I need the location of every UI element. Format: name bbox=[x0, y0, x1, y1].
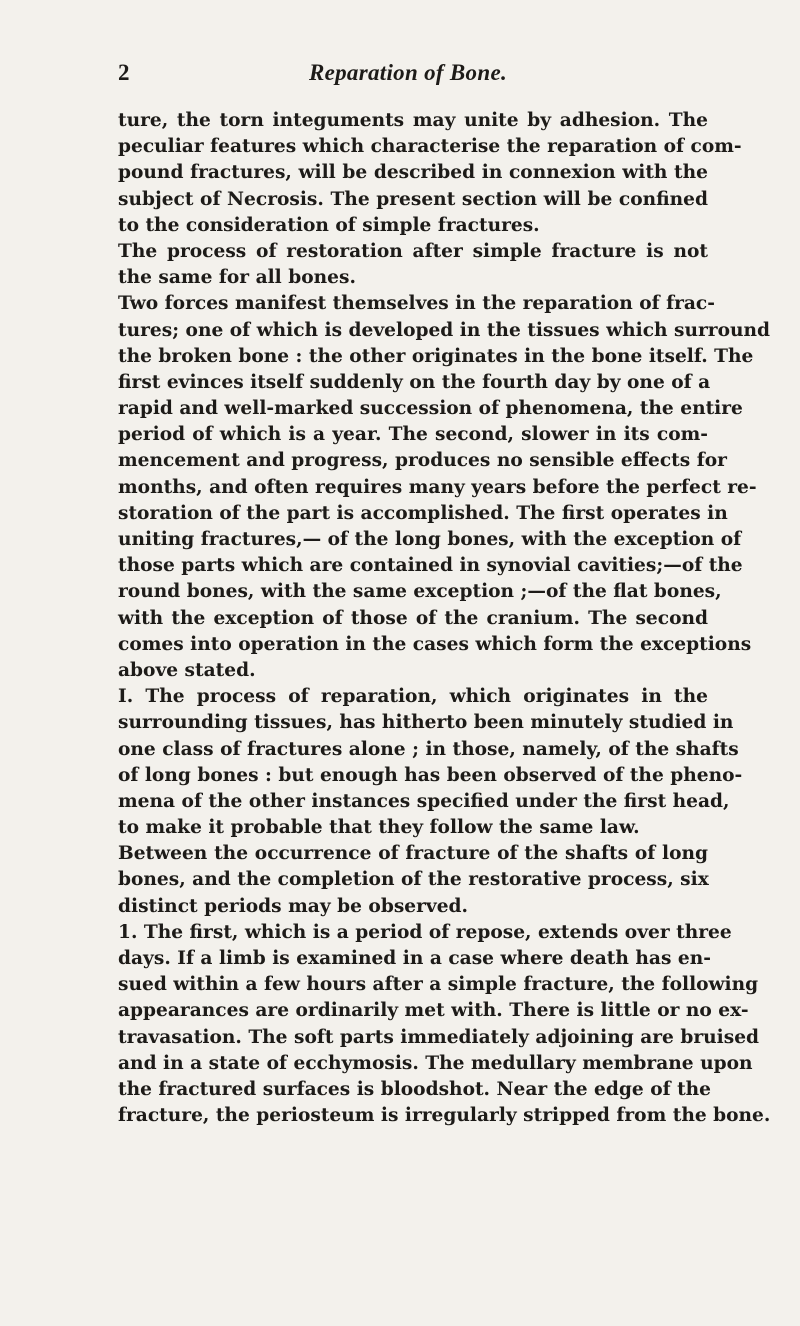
text-line: first evinces itself suddenly on the fourth day by one of a bbox=[118, 371, 711, 393]
text-line: appearances are ordinarily met with. There is little or no ex- bbox=[118, 1000, 749, 1022]
text-line: fracture, the periosteum is irregularly stripped from the bone. bbox=[118, 1105, 771, 1127]
text-line: above stated. bbox=[118, 659, 256, 681]
text-line: tures; one of which is developed in the tissues which surround bbox=[118, 319, 771, 341]
text-line: travasation. The soft parts immediately adjoining are bruised bbox=[118, 1026, 760, 1048]
text-line: pound fractures, will be described in connexion with the bbox=[118, 162, 708, 184]
text-line: days. If a limb is examined in a case where death has en- bbox=[118, 948, 711, 969]
text-line: of long bones : but enough has been observed of the pheno- bbox=[118, 764, 743, 786]
text-line: months, and often requires many years before the perfect re- bbox=[118, 476, 757, 498]
text-line: one class of fractures alone ; in those, namely, of the shafts bbox=[118, 738, 739, 760]
running-title: Reparation of Bone. bbox=[308, 60, 508, 85]
text-line: to the consideration of simple fractures. bbox=[118, 214, 540, 236]
text-line: with the exception of those of the cranium. The second bbox=[118, 607, 708, 629]
text-line: bones, and the completion of the restorative process, six bbox=[118, 869, 709, 891]
text-line: storation of the part is accomplished. The first operates in bbox=[118, 502, 728, 524]
text-line: those parts which are contained in synovial cavities;—of the bbox=[118, 555, 743, 577]
text-line: rapid and well-marked succession of phenomena, the entire bbox=[118, 398, 743, 420]
text-line: Between the occurrence of fracture of the shafts of long bbox=[118, 843, 708, 865]
text-line: mena of the other instances specified under the first head, bbox=[118, 790, 730, 812]
text-line: Two forces manifest themselves in the reparation of frac- bbox=[118, 293, 715, 315]
text-line: the broken bone : the other originates in the bone itself. The bbox=[118, 345, 754, 367]
text-line: uniting fractures,— of the long bones, with the exception of bbox=[118, 529, 742, 550]
text-line: mencement and progress, produces no sensible effects for bbox=[118, 450, 727, 472]
text-line: peculiar features which characterise the reparation of com- bbox=[118, 136, 742, 158]
text-line: sued within a few hours after a simple fracture, the following bbox=[118, 974, 759, 996]
text-line: to make it probable that they follow the same law. bbox=[118, 817, 640, 839]
text-line: and in a state of ecchymosis. The medullary membrane upon bbox=[118, 1052, 753, 1074]
text-line: surrounding tissues, has hitherto been minutely studied in bbox=[118, 712, 734, 734]
page-header bbox=[118, 60, 698, 90]
text-line: ture, the torn integuments may unite by adhesion. The bbox=[118, 110, 708, 131]
page-number: 2 bbox=[118, 60, 130, 85]
text-line: round bones, with the same exception ;—of the flat bones, bbox=[118, 581, 722, 603]
text-line: subject of Necrosis. The present section will be confined bbox=[118, 188, 708, 210]
body-text bbox=[118, 108, 771, 1129]
text-line: period of which is a year. The second, slower in its com- bbox=[118, 424, 708, 446]
text-line: comes into operation in the cases which form the exceptions bbox=[118, 633, 752, 655]
text-line: The process of restoration after simple fracture is not bbox=[118, 240, 708, 262]
text-line: distinct periods may be observed. bbox=[118, 895, 469, 917]
text-line: the same for all bones. bbox=[118, 267, 356, 289]
text-line: 1. The first, which is a period of repose, extends over three bbox=[118, 921, 732, 943]
text-line: the fractured surfaces is bloodshot. Near the edge of the bbox=[118, 1078, 712, 1100]
text-line: I. The process of reparation, which originates in the bbox=[118, 686, 708, 708]
